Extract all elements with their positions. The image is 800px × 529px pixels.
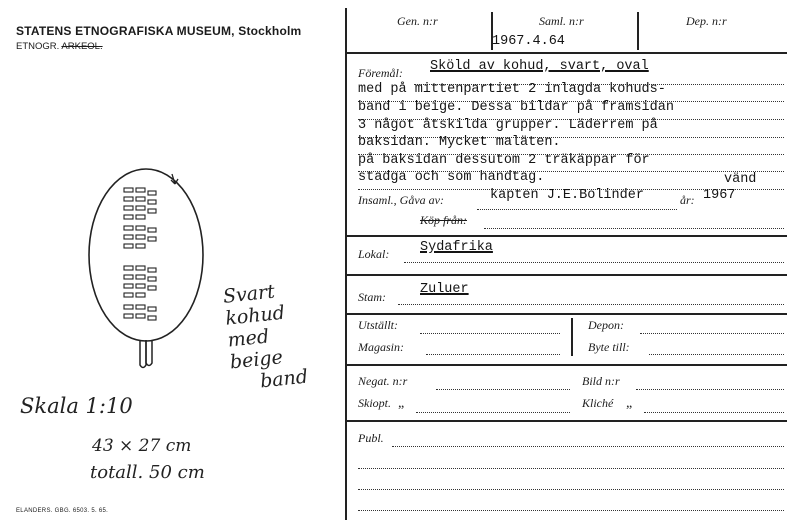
exchange-label: Byte till: (588, 340, 630, 354)
section-rule (347, 235, 787, 237)
gen-number-label: Gen. n:r (397, 14, 438, 28)
saml-number-label: Saml. n:r (539, 14, 584, 28)
dotted-line (392, 446, 784, 447)
department-struck: ARKEOL. (61, 41, 103, 52)
museum-name: STATENS ETNOGRAFISKA MUSEUM, Stockholm (16, 24, 302, 38)
donor-value: kapten J.E.Bolinder (490, 188, 644, 203)
description-line: band i beige. Dessa bildar på framsidan (358, 100, 674, 115)
tribe-label: Stam: (358, 290, 386, 304)
year-label: år: (680, 193, 695, 207)
locality-label: Lokal: (358, 247, 390, 261)
dotted-line (484, 228, 784, 229)
dotted-line (358, 468, 784, 469)
storage-label: Magasin: (358, 340, 404, 354)
description-line: med på mittenpartiet 2 inlagda kohuds- (358, 82, 666, 97)
dep-number-label: Dep. n:r (686, 14, 727, 28)
deposit-label: Depon: (588, 318, 624, 332)
negative-label: Negat. n:r (358, 374, 408, 388)
dotted-line (436, 389, 570, 390)
note-line: Svart (222, 280, 276, 308)
scale-note: Skala 1:10 (20, 394, 133, 418)
dotted-line (636, 389, 784, 390)
tribe-value: Zuluer (420, 282, 469, 297)
locality-value: Sydafrika (420, 240, 493, 255)
column-divider (571, 318, 573, 356)
handwritten-description (222, 278, 309, 395)
header-divider (637, 12, 639, 50)
publication-label: Publ. (358, 431, 384, 445)
foremal-label: Föremål: (358, 66, 403, 80)
dotted-line (649, 354, 784, 355)
dotted-line (416, 412, 570, 413)
note-line: kohud (224, 301, 286, 330)
dotted-line (398, 304, 784, 305)
note-line: band (259, 365, 309, 393)
cliche-value: „ (626, 396, 633, 411)
card-divider (345, 8, 347, 520)
dotted-line (358, 510, 784, 511)
slide-label: Skiopt. (358, 396, 391, 410)
printer-mark: ELANDERS. GBG. 6503. 5. 65. (16, 508, 109, 514)
section-rule (347, 420, 787, 422)
insaml-label: Insaml., Gåva av: (358, 193, 444, 207)
total-length-note: totall. 50 cm (90, 462, 205, 483)
description-line: 3 något åtskilda grupper. Läderrem på (358, 118, 658, 133)
department-prefix: ETNOGR. (16, 41, 60, 52)
slide-value: „ (398, 396, 405, 411)
dotted-line (358, 489, 784, 490)
purchase-label: Köp från: (420, 213, 468, 227)
note-line: med (226, 325, 271, 352)
description-line: stadga och som handtag. (358, 170, 545, 185)
cliche-label: Kliché (582, 396, 614, 410)
saml-number-value: 1967.4.64 (492, 34, 565, 49)
dotted-line (426, 354, 560, 355)
turn-over-note: vänd (724, 172, 757, 187)
section-rule (347, 313, 787, 315)
description-line: Sköld av kohud, svart, oval (430, 59, 649, 74)
description-line: baksidan. Mycket maläten. (358, 135, 561, 150)
shield-drawing-icon (80, 160, 230, 380)
dotted-line (477, 209, 677, 210)
picture-label: Bild n:r (582, 374, 620, 388)
section-rule (347, 364, 787, 366)
exhibited-label: Utställt: (358, 318, 399, 332)
header-rule (347, 52, 787, 54)
department-line (16, 41, 103, 52)
description-line: på baksidan dessutom 2 träkäppar för (358, 153, 650, 168)
dotted-line (644, 412, 784, 413)
note-line: beige (228, 346, 284, 374)
dotted-line (640, 333, 784, 334)
dotted-line (404, 262, 784, 263)
dotted-line (420, 333, 560, 334)
dimensions-note: 43 × 27 cm (92, 436, 192, 456)
year-value: 1967 (703, 188, 736, 203)
section-rule (347, 274, 787, 276)
